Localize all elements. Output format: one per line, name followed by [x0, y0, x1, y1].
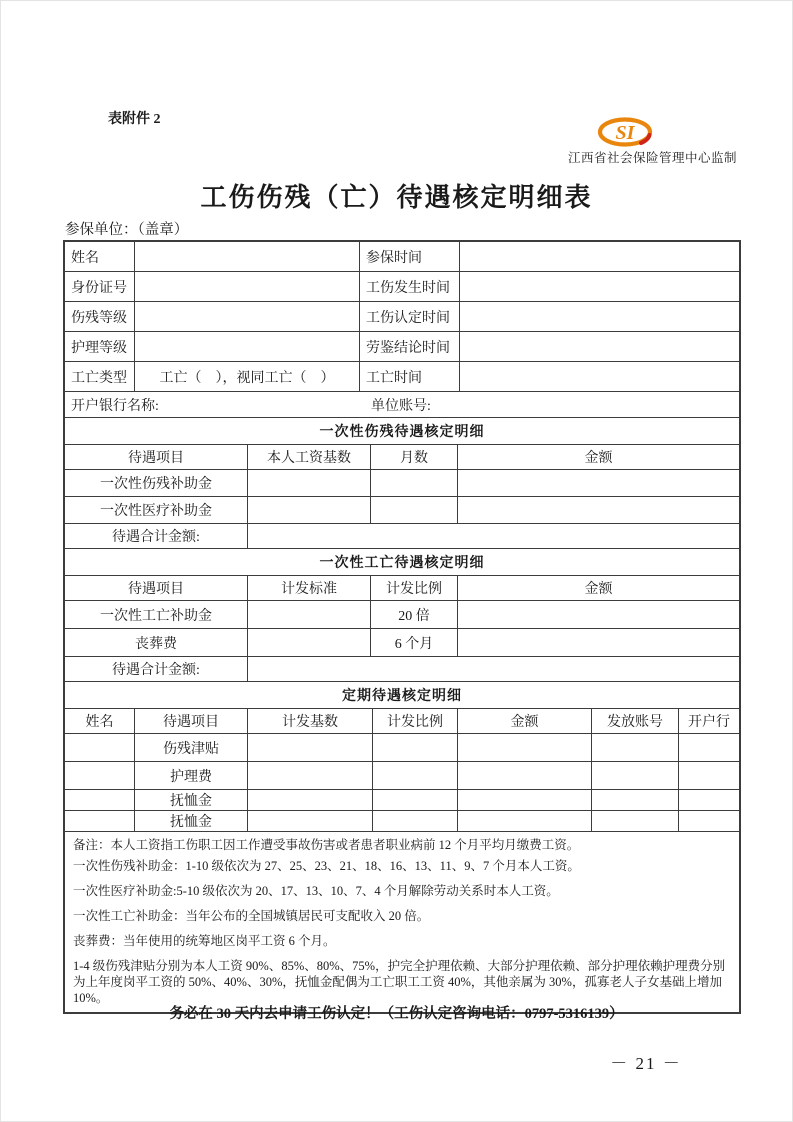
- death-time-label: 工亡时间: [360, 362, 460, 391]
- col-header-ratio: 计发比例: [373, 709, 458, 733]
- col-header-bank: 开户行: [688, 715, 730, 730]
- ratio-value: 6 个月: [371, 629, 458, 656]
- amount-value-cell: [458, 734, 592, 761]
- note-line: 丧葬费：当年使用的统筹地区岗平工资 6 个月。: [73, 934, 336, 948]
- bank-name-label: 开户银行名称:: [71, 398, 159, 414]
- note-line: 备注：本人工资指工伤职工因工作遭受事故伤害或者患者职业病前 12 个月平均月缴费工资。: [73, 838, 580, 852]
- insured-unit-label: 参保单位：（盖章）: [65, 222, 189, 238]
- nursing-grade-label: 护理等级: [65, 332, 135, 361]
- ratio-value-cell: [373, 811, 458, 831]
- page-number: － 21 －: [610, 1054, 682, 1073]
- ratio-value: 20 倍: [371, 601, 458, 628]
- standard-value-cell: [248, 629, 371, 656]
- table-row-pension-1: [65, 790, 739, 811]
- item-label: 丧葬费: [65, 629, 248, 656]
- section-header-death: [65, 549, 739, 576]
- org-caption: 江西省社会保险管理中心监制: [567, 151, 737, 165]
- section-title: 一次性伤残待遇核定明细: [319, 425, 485, 440]
- total-value-cell: [248, 524, 739, 548]
- death-type-label: 工亡类型: [65, 362, 135, 391]
- periodic-column-headers: [65, 709, 739, 734]
- base-value-cell: [248, 734, 373, 761]
- total-label: 待遇合计金额:: [65, 524, 248, 548]
- bank-value-cell: [679, 790, 739, 810]
- account-value-cell: [592, 790, 679, 810]
- standard-value-cell: [248, 601, 371, 628]
- ratio-value-cell: [373, 790, 458, 810]
- col-header-account: 发放账号: [592, 709, 679, 733]
- injury-date-value-cell: [460, 272, 739, 301]
- name-value-cell: [135, 242, 360, 271]
- notes-cell: [65, 832, 739, 1012]
- item-label: 抚恤金: [135, 790, 248, 810]
- table-row-nursing-fee: [65, 762, 739, 790]
- table-row-nursing-grade: [65, 332, 739, 362]
- col-header-base: 计发基数: [248, 709, 373, 733]
- table-row-pension-2: [65, 811, 739, 832]
- amount-value-cell: [458, 601, 739, 628]
- ratio-value-cell: [373, 762, 458, 789]
- name-value-cell: [65, 790, 135, 810]
- base-value-cell: [248, 811, 373, 831]
- amount-value-cell: [458, 629, 739, 656]
- bank-value-cell: [679, 734, 739, 761]
- recognition-date-label: 工伤认定时间: [360, 302, 460, 331]
- months-value-cell: [371, 497, 458, 523]
- section-title: 一次性工亡待遇核定明细: [319, 556, 485, 571]
- enroll-time-label: 参保时间: [360, 242, 460, 271]
- death-type-options: 工亡（ ），视同工亡（ ）: [135, 362, 360, 391]
- id-number-value-cell: [135, 272, 360, 301]
- note-line: 一次性伤残补助金：1-10 级依次为 27、25、23、21、18、16、13、11、9、7 个月本人工资。: [73, 859, 580, 873]
- col-header-months: 月数: [371, 445, 458, 469]
- col-header-amount: 金额: [458, 709, 592, 733]
- base-value-cell: [248, 762, 373, 789]
- id-number-label: 身份证号: [65, 272, 135, 301]
- months-value-cell: [371, 470, 458, 496]
- disability-column-headers: [65, 445, 739, 470]
- table-row-name: [65, 242, 739, 272]
- item-label: 伤残津贴: [135, 734, 248, 761]
- note-line: 1-4 级伤残津贴分别为本人工资 90%、85%、80%、75%，护完全护理依赖、大部分护理依赖、部分护理依赖护理费分别为上年度岗平工资的 50%、40%、30%，抚恤金配偶为工亡职工工资 40%，其他亲属为 30%，孤寡老人子女基础上增加 10%。: [73, 959, 726, 1005]
- appraisal-date-label: 劳鉴结论时间: [360, 332, 460, 361]
- appraisal-date-value-cell: [460, 332, 739, 361]
- col-header-amount: 金额: [584, 582, 613, 597]
- nursing-grade-value-cell: [135, 332, 360, 361]
- total-label: 待遇合计金额:: [65, 657, 248, 681]
- base-value-cell: [248, 497, 371, 523]
- col-header-name: 姓名: [65, 709, 135, 733]
- col-header-item: 待遇项目: [65, 576, 248, 600]
- amount-value-cell: [458, 470, 739, 496]
- table-row-disability-total: [65, 524, 739, 549]
- amount-value-cell: [458, 762, 592, 789]
- death-column-headers: [65, 576, 739, 601]
- col-header-amount: 金额: [584, 451, 613, 466]
- unit-account-label: 单位账号:: [371, 398, 431, 414]
- base-value-cell: [248, 790, 373, 810]
- table-row-death-type: [65, 362, 739, 392]
- table-row-death-total: [65, 657, 739, 682]
- note-line: 一次性工亡补助金：当年公布的全国城镇居民可支配收入 20 倍。: [73, 909, 430, 923]
- bank-row-cell: [65, 392, 739, 417]
- section-header-disability: [65, 418, 739, 445]
- name-label: 姓名: [65, 242, 135, 271]
- col-header-item: 待遇项目: [65, 445, 248, 469]
- table-row-disability-allowance: [65, 734, 739, 762]
- logo-si-text: SI: [615, 122, 635, 144]
- amount-value-cell: [458, 790, 592, 810]
- name-value-cell: [65, 811, 135, 831]
- death-time-value-cell: [460, 362, 739, 391]
- social-insurance-logo-icon: [597, 115, 653, 149]
- name-value-cell: [65, 762, 135, 789]
- base-value-cell: [248, 470, 371, 496]
- item-label: 一次性伤残补助金: [65, 470, 248, 496]
- col-header-item: 待遇项目: [135, 709, 248, 733]
- disability-grade-value-cell: [135, 302, 360, 331]
- disability-grade-label: 伤残等级: [65, 302, 135, 331]
- enroll-time-value-cell: [460, 242, 739, 271]
- table-row-bank: [65, 392, 739, 418]
- item-label: 一次性医疗补助金: [65, 497, 248, 523]
- col-header-standard: 计发标准: [248, 576, 371, 600]
- table-row-disability-grade: [65, 302, 739, 332]
- item-label: 抚恤金: [135, 811, 248, 831]
- amount-value-cell: [458, 497, 739, 523]
- account-value-cell: [592, 811, 679, 831]
- table-row-id: [65, 272, 739, 302]
- recognition-date-value-cell: [460, 302, 739, 331]
- footer-notice: 务必在 30 天内去申请工伤认定！（工伤认定咨询电话：0797-5316139）: [169, 1006, 624, 1022]
- table-row-death-subsidy: [65, 601, 739, 629]
- page-title: 工伤伤残（亡）待遇核定明细表: [200, 183, 593, 212]
- table-row-disability-subsidy: [65, 470, 739, 497]
- benefits-table: [63, 240, 741, 1014]
- table-row-notes: [65, 832, 739, 1012]
- bank-value-cell: [679, 762, 739, 789]
- bank-value-cell: [679, 811, 739, 831]
- section-title: 定期待遇核定明细: [342, 689, 462, 704]
- col-header-ratio: 计发比例: [371, 576, 458, 600]
- ratio-value-cell: [373, 734, 458, 761]
- account-value-cell: [592, 734, 679, 761]
- item-label: 一次性工亡补助金: [65, 601, 248, 628]
- attachment-label: 表附件 2: [108, 112, 161, 127]
- item-label: 护理费: [135, 762, 248, 789]
- total-value-cell: [248, 657, 739, 681]
- account-value-cell: [592, 762, 679, 789]
- injury-date-label: 工伤发生时间: [360, 272, 460, 301]
- table-row-medical-subsidy: [65, 497, 739, 524]
- col-header-base: 本人工资基数: [248, 445, 371, 469]
- name-value-cell: [65, 734, 135, 761]
- section-header-periodic: [65, 682, 739, 709]
- amount-value-cell: [458, 811, 592, 831]
- note-line: 一次性医疗补助金:5-10 级依次为 20、17、13、10、7、4 个月解除劳动关系时本人工资。: [73, 884, 559, 898]
- table-row-funeral-fee: [65, 629, 739, 657]
